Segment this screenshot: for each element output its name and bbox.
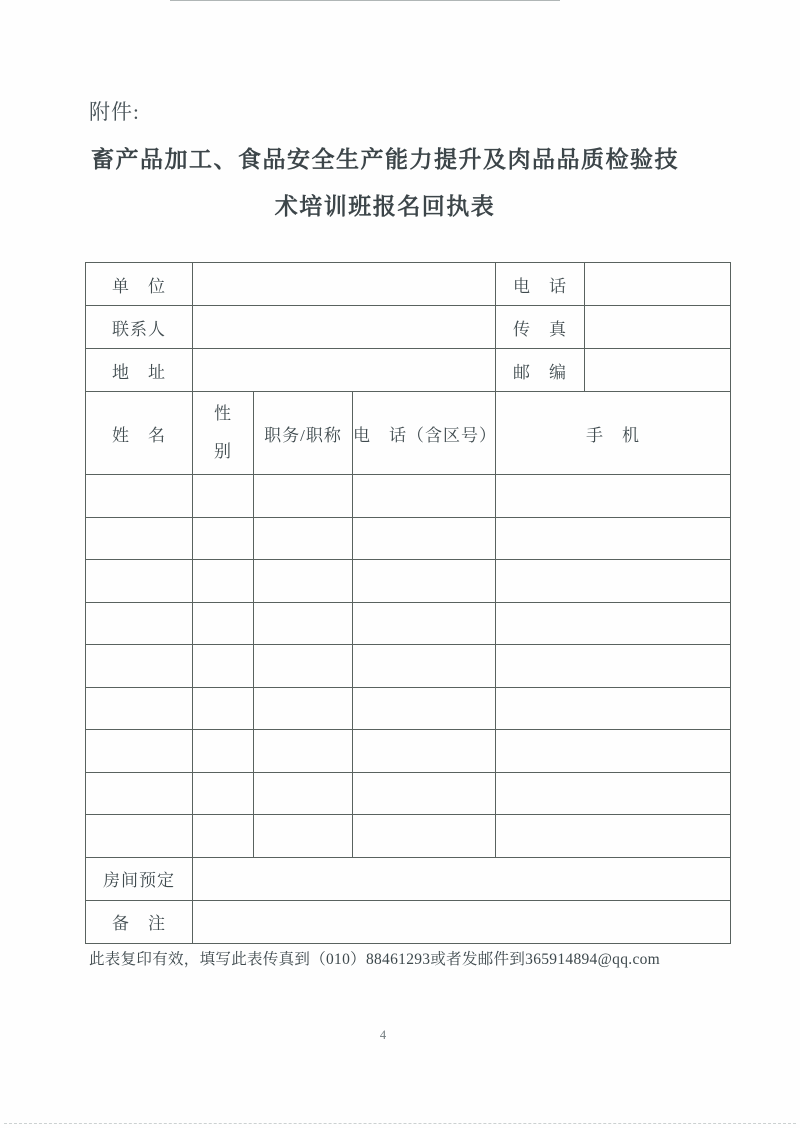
attendee-blank-cell — [254, 517, 353, 560]
document-title — [88, 136, 682, 230]
attendee-blank-cell — [353, 645, 496, 688]
attendee-blank-cell — [496, 560, 731, 603]
attendee-blank-cell — [86, 475, 193, 518]
attendee-blank-cell — [254, 560, 353, 603]
title-line-2: 术培训班报名回执表 — [274, 194, 496, 219]
attendee-blank-cell — [193, 602, 254, 645]
room-booking-row — [86, 857, 731, 900]
attendee-blank-cell — [86, 602, 193, 645]
attendee-blank-cell — [353, 602, 496, 645]
attendee-blank-cell — [496, 772, 731, 815]
job-title-column-header: 职务/职称 — [254, 392, 353, 475]
attendee-blank-cell — [496, 517, 731, 560]
remarks-value-cell — [193, 900, 731, 943]
attendee-blank-cell — [86, 517, 193, 560]
attendee-blank-cell — [353, 730, 496, 773]
attendee-row — [86, 560, 731, 603]
remarks-row — [86, 900, 731, 943]
attendee-header-row — [86, 392, 731, 475]
mobile-column-header: 手 机 — [496, 392, 731, 475]
room-booking-label: 房间预定 — [86, 857, 193, 900]
name-column-header: 姓 名 — [86, 392, 193, 475]
phone-label: 电 话 — [496, 263, 585, 306]
phone-area-column-header: 电 话（含区号） — [353, 392, 496, 475]
attendee-blank-cell — [86, 560, 193, 603]
copy-fax-instruction: 此表复印有效，填写此表传真到（010）88461293或者发邮件到365914894@qq.com — [89, 951, 661, 968]
attendee-row — [86, 772, 731, 815]
attendee-blank-cell — [353, 772, 496, 815]
attendee-row — [86, 517, 731, 560]
attendee-blank-cell — [193, 560, 254, 603]
contact-value-cell — [193, 306, 496, 349]
attendee-blank-cell — [254, 687, 353, 730]
attendee-blank-cell — [193, 772, 254, 815]
scan-artifact-top-line — [170, 0, 560, 1]
attendee-blank-cell — [86, 645, 193, 688]
attendee-blank-cell — [86, 730, 193, 773]
attendee-blank-cell — [496, 815, 731, 858]
attendee-row — [86, 602, 731, 645]
attendee-blank-cell — [193, 475, 254, 518]
attendee-row — [86, 475, 731, 518]
fax-value-cell — [585, 306, 731, 349]
attendee-blank-cell — [86, 687, 193, 730]
unit-value-cell — [193, 263, 496, 306]
gender-header-line1: 性 — [214, 404, 232, 423]
attachment-label: 附件: — [89, 100, 140, 124]
contact-label: 联系人 — [86, 306, 193, 349]
room-booking-value-cell — [193, 857, 731, 900]
attendee-blank-cell — [86, 815, 193, 858]
attendee-blank-cell — [193, 517, 254, 560]
unit-label: 单 位 — [86, 263, 193, 306]
attendee-blank-cell — [254, 475, 353, 518]
postcode-label: 邮 编 — [496, 349, 585, 392]
title-line-1: 畜产品加工、食品安全生产能力提升及肉品品质检验技 — [91, 147, 679, 172]
page-number: 4 — [379, 1028, 387, 1042]
address-label: 地 址 — [86, 349, 193, 392]
attendee-blank-cell — [193, 730, 254, 773]
attendee-blank-cell — [496, 687, 731, 730]
registration-form-table — [85, 262, 731, 944]
info-row-address — [86, 349, 731, 392]
attendee-row — [86, 730, 731, 773]
attendee-blank-cell — [353, 687, 496, 730]
info-row-unit — [86, 263, 731, 306]
remarks-label: 备 注 — [86, 900, 193, 943]
attendee-row — [86, 687, 731, 730]
attendee-blank-cell — [254, 645, 353, 688]
attendee-blank-cell — [353, 517, 496, 560]
attendee-blank-cell — [254, 815, 353, 858]
attendee-blank-cell — [353, 475, 496, 518]
attendee-blank-cell — [193, 645, 254, 688]
attendee-row — [86, 815, 731, 858]
attendee-blank-cell — [353, 560, 496, 603]
gender-column-header — [193, 392, 254, 475]
attendee-blank-cell — [86, 772, 193, 815]
attendee-blank-cell — [353, 815, 496, 858]
attendee-blank-cell — [254, 730, 353, 773]
attendee-blank-cell — [496, 602, 731, 645]
attendee-blank-cell — [254, 772, 353, 815]
gender-header-line2: 别 — [214, 442, 232, 461]
attendee-row — [86, 645, 731, 688]
attendee-empty-rows — [86, 475, 731, 858]
postcode-value-cell — [585, 349, 731, 392]
info-row-contact — [86, 306, 731, 349]
fax-label: 传 真 — [496, 306, 585, 349]
scan-artifact-bottom-line — [4, 1123, 796, 1124]
attendee-blank-cell — [254, 602, 353, 645]
phone-value-cell — [585, 263, 731, 306]
address-value-cell — [193, 349, 496, 392]
attendee-blank-cell — [496, 730, 731, 773]
attendee-blank-cell — [496, 645, 731, 688]
attendee-blank-cell — [496, 475, 731, 518]
attendee-blank-cell — [193, 687, 254, 730]
attendee-blank-cell — [193, 815, 254, 858]
